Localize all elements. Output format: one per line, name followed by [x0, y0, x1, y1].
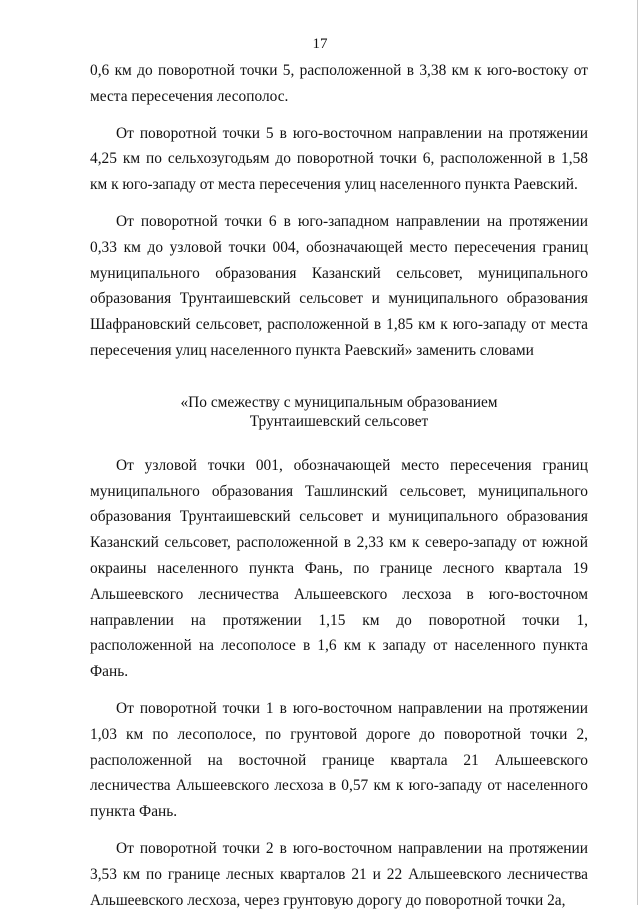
- section-heading-line2: Трунтаишевский сельсовет: [249, 412, 429, 430]
- page-number: 17: [312, 36, 328, 52]
- document-body: [90, 58, 588, 913]
- paragraph: От поворотной точки 5 в юго-восточном направлении на протяжении 4,25 км по сельхозугодьям до поворотной точки 6, расположенной в 1,58 км к юго-западу от места пересечения улиц населенного пункта Раевский.: [90, 124, 588, 194]
- paragraph: От поворотной точки 1 в юго-восточном направлении на протяжении 1,03 км по лесополосе, по грунтовой дороге до поворотной точки 2, расположенной на восточной границе квартала 21 Альшеевского лесничества Альшеевского лесхоза в 0,57 км к юго-западу от населенного пункта Фань.: [90, 699, 588, 821]
- page-edge-line: [637, 0, 638, 905]
- paragraph: От поворотной точки 6 в юго-западном направлении на протяжении 0,33 км до узловой точки 004, обозначающей место пересечения границ муниципального образования Казанский сельсовет, муниципального образования Трунтаишевский сельсовет и муниципального образования Шафрановский сельсовет, расположенной в 1,85 км к юго-западу от места пересечения улиц населенного пункта Раевский» заменить словами: [90, 212, 588, 359]
- paragraph: От поворотной точки 2 в юго-восточном направлении на протяжении 3,53 км по границе лесных кварталов 21 и 22 Альшеевского лесничества Альшеевского лесхоза, через грунтовую дорогу до поворотной точки 2а,: [90, 839, 588, 909]
- paragraph-continuation: 0,6 км до поворотной точки 5, расположенной в 3,38 км к юго-востоку от места пересечения лесополос.: [90, 62, 588, 105]
- section-heading: [90, 393, 588, 431]
- section-heading-line1: «По смежеству с муниципальным образованием: [180, 393, 498, 411]
- paragraph: От узловой точки 001, обозначающей место пересечения границ муниципального образования Ташлинский сельсовет, муниципального образования Трунтаишевский сельсовет и муниципального образования Казанский сельсовет, расположенной в 2,33 км к северо-западу от южной окраины населенного пункта Фань, по границе лесного квартала 19 Альшеевского лесничества Альшеевского лесхоза в юго-восточном направлении на протяжении 1,15 км до поворотной точки 1, расположенной на лесополосе в 1,6 км к западу от населенного пункта Фань.: [90, 456, 588, 681]
